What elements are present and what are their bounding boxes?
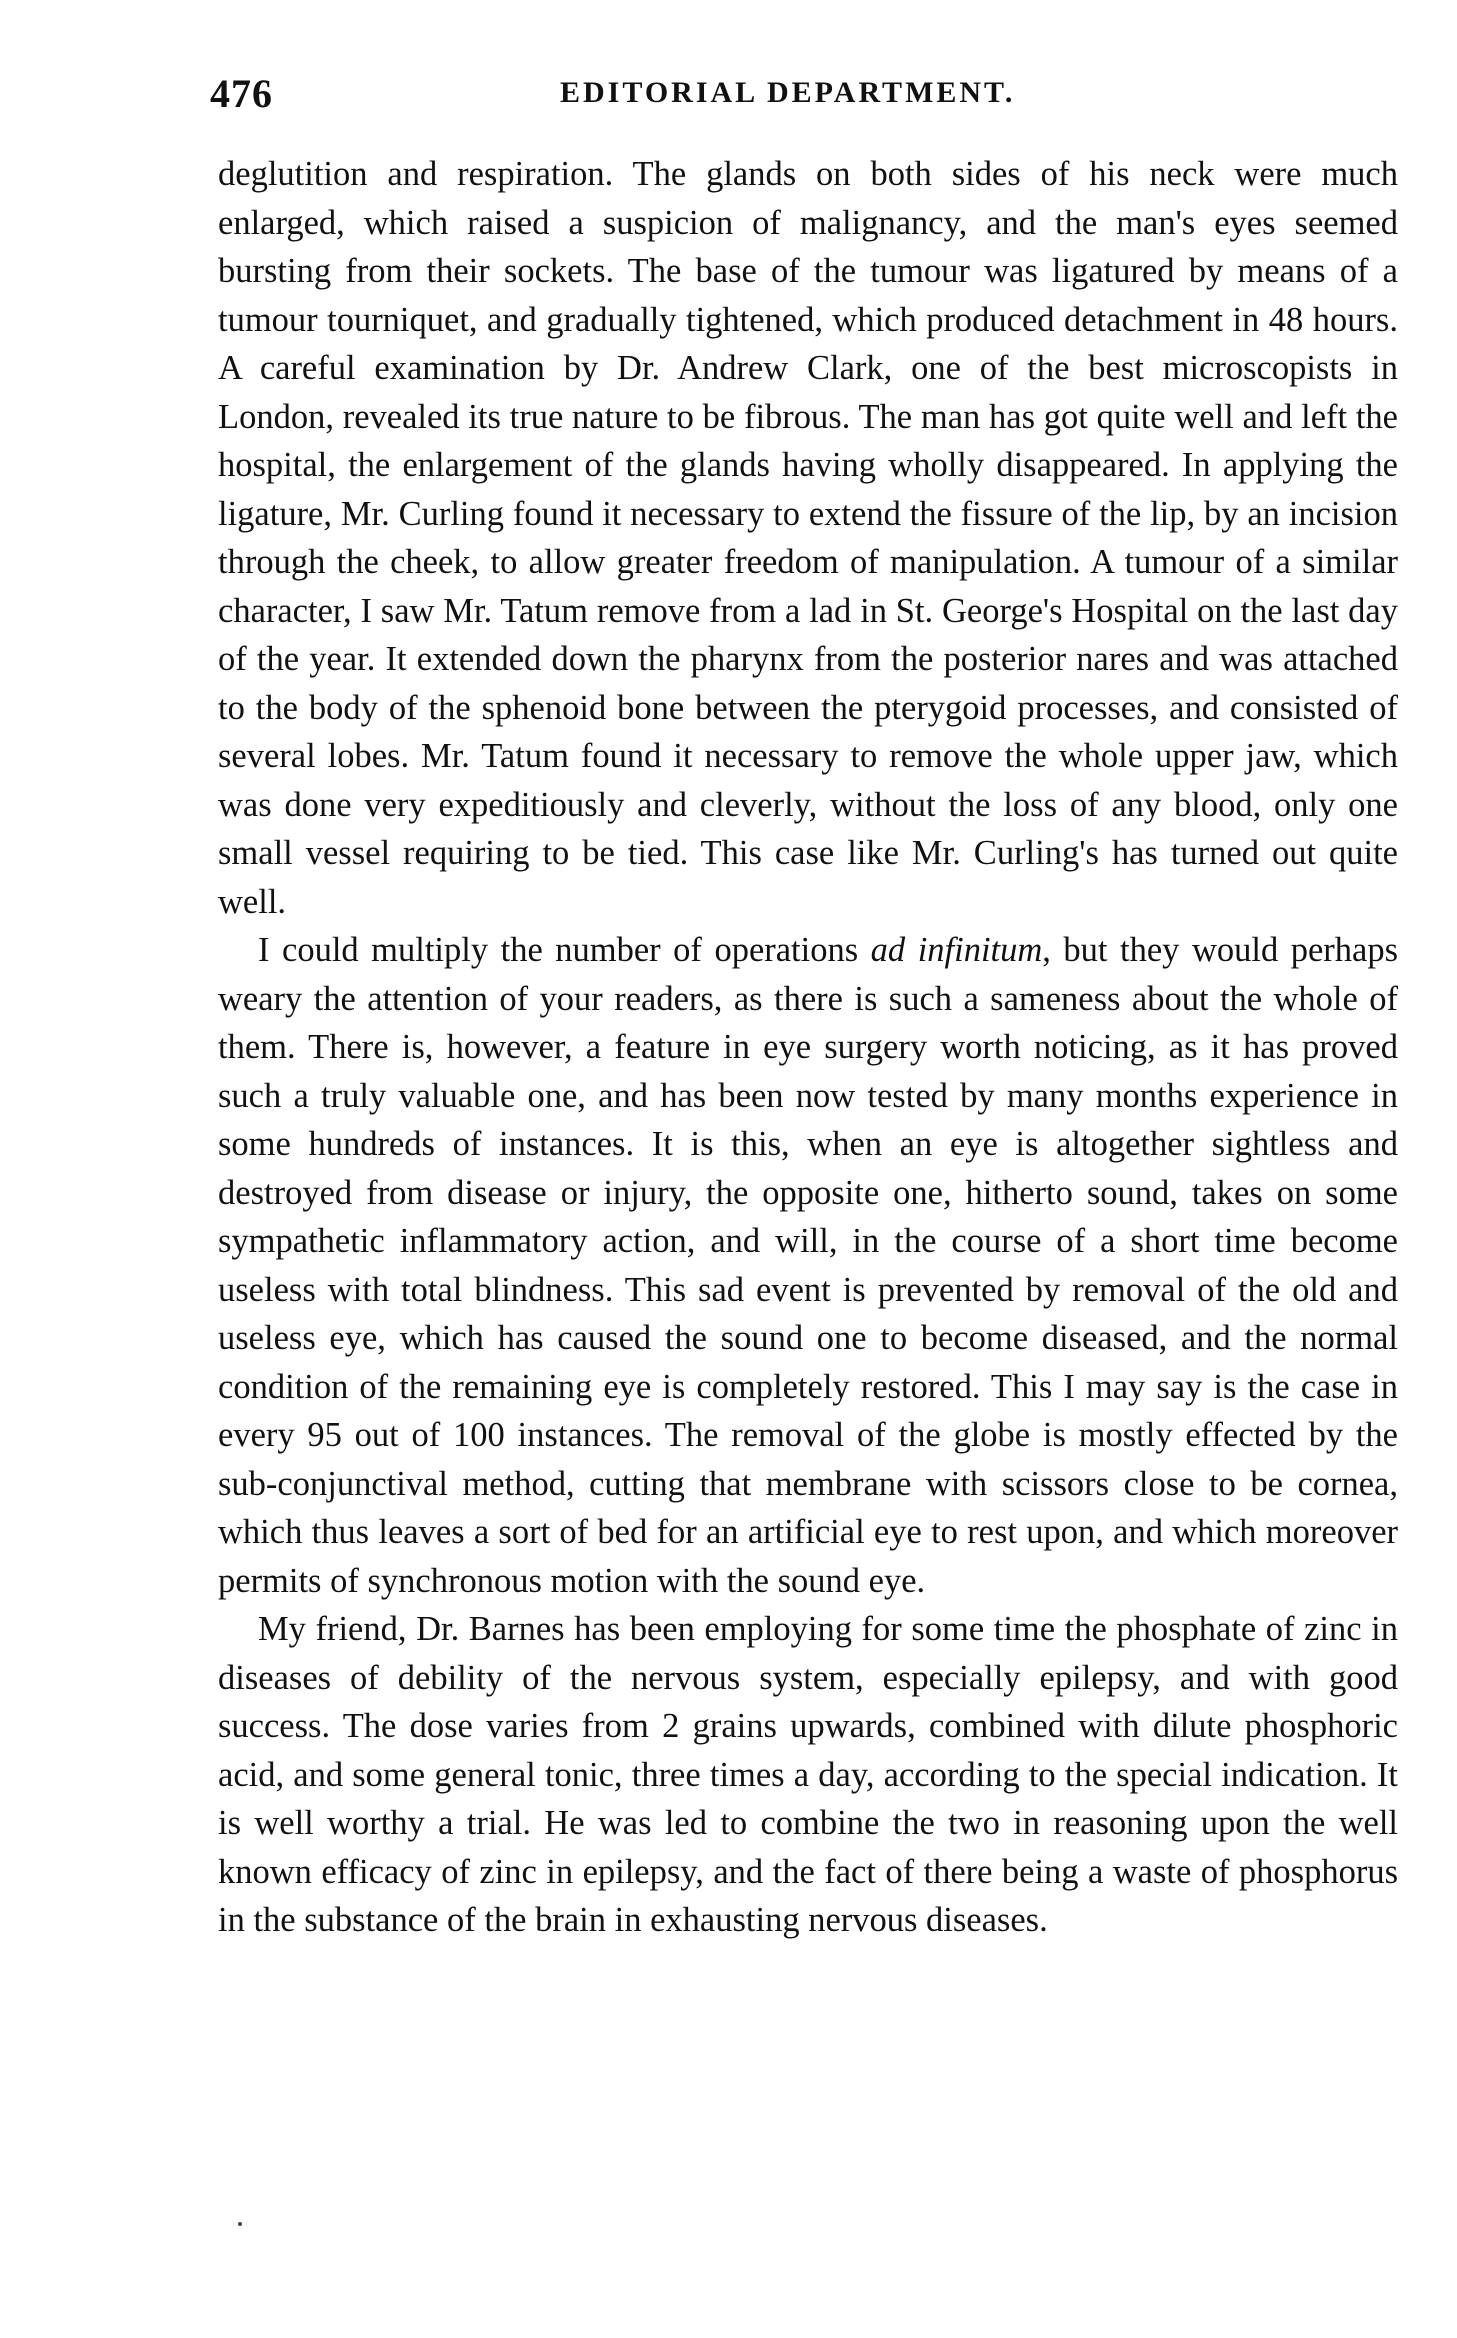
paragraph-eye-surgery-rest: , but they would perhaps weary the attention of your readers, as there is such a sameness about the whole of them. There is, however, a feature in eye surgery worth noticing, as it has proved such a truly valuable one, and has been now tested by many months experience in some hundreds of instances. It is this, when an eye is altogether sightless and destroyed from disease or injury, the opposite one, hitherto sound, takes on some sympathetic inflammatory action, and will, in the course of a short time become useless with total blindness. This sad event is prevented by removal of the old and useless eye, which has caused the sound one to become diseased, and the normal condition of the remaining eye is completely restored. This I may say is the case in every 95 out of 100 instances. The removal of the globe is mostly effected by the sub-conjunctival method, cutting that membrane with scissors close to be cornea, which thus leaves a sort of bed for an artificial eye to rest upon, and which moreover permits of synchronous motion with the sound eye. [218, 931, 1398, 1600]
paragraph-eye-surgery-start: I could multiply the number of operations [258, 931, 871, 969]
paragraph-surgery-cases: deglutition and respiration. The glands on both sides of his neck were much enlarged, which raised a suspicion of malignancy, and the man's eyes seemed bursting from their sockets. The base of the tumour was ligatured by means of a tumour tourniquet, and gradually tightened, which produced detachment in 48 hours. A careful examination by Dr. Andrew Clark, one of the best microscopists in London, revealed its true nature to be fibrous. The man has got quite well and left the hospital, the enlargement of the glands having wholly disappeared. In applying the ligature, Mr. Curling found it necessary to extend the fissure of the lip, by an incision through the cheek, to allow greater freedom of manipulation. A tumour of a similar character, I saw Mr. Tatum remove from a lad in St. George's Hospital on the last day of the year. It extended down the pharynx from the posterior nares and was attached to the body of the sphenoid bone between the pterygoid processes, and consisted of several lobes. Mr. Tatum found it necessary to remove the whole upper jaw, which was done very expeditiously and cleverly, without the loss of any blood, only one small vessel requiring to be tied. This case like Mr. Curling's has turned out quite well. [218, 155, 1398, 921]
paragraph-eye-surgery [218, 926, 1398, 1605]
page-header [210, 70, 1405, 120]
latin-phrase: ad infinitum [870, 931, 1043, 969]
paragraph-zinc-phosphate: My friend, Dr. Barnes has been employing for some time the phosphate of zinc in diseases of debility of the nervous system, especially epilepsy, and with good success. The dose varies from 2 grains upwards, combined with dilute phosphoric acid, and some general tonic, three times a day, according to the special indication. It is well worthy a trial. He was led to combine the two in reasoning upon the well known efficacy of zinc in epilepsy, and the fact of there being a waste of phosphorus in the substance of the brain in exhausting nervous diseases. [218, 1610, 1398, 1939]
running-head: EDITORIAL DEPARTMENT. [560, 76, 1016, 109]
body-text [218, 150, 1398, 1945]
page-number: 476 [210, 71, 273, 116]
print-speck [238, 2222, 242, 2226]
